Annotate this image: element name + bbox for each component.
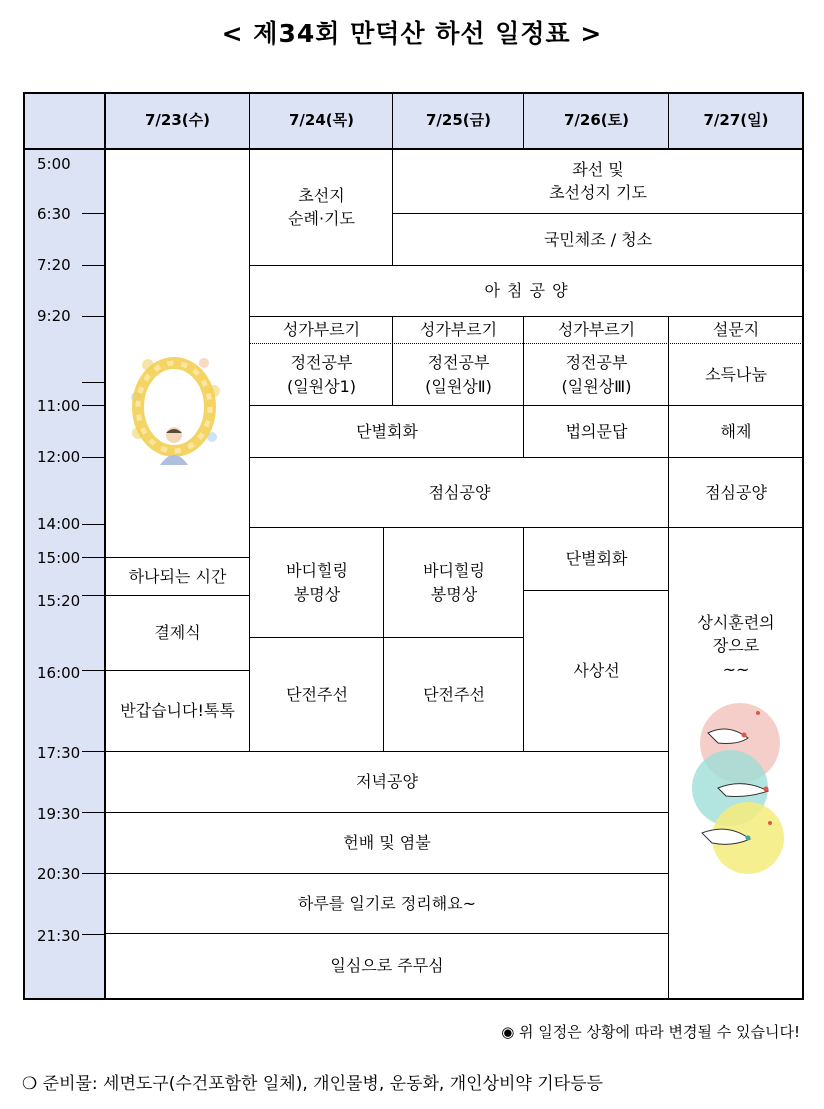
cell-study-2: 정전공부 (일원상Ⅱ) [425, 353, 492, 396]
time-label: 12:00 [37, 448, 81, 466]
cell-lunch-1: 점심공양 [428, 482, 491, 502]
time-tick [82, 934, 105, 935]
grid-line [523, 92, 524, 149]
time-tick [82, 457, 105, 458]
page-title: < 제34회 만덕산 하선 일정표 > [221, 19, 603, 48]
time-label: 16:00 [37, 664, 81, 682]
cell-nice-to-meet: 반갑습니다!톡톡 [120, 701, 235, 721]
time-tick [82, 670, 105, 671]
cell-danjeon-1: 단전주선 [286, 684, 348, 704]
cell-becoming-one: 하나되는 시간 [128, 566, 227, 586]
cell-exercise-cleaning: 국민체조 / 청소 [543, 229, 653, 249]
time-tick [82, 812, 105, 813]
notice-text: ◉ 위 일정은 상황에 따라 변경될 수 있습니다! [501, 1023, 800, 1041]
cell-dharma-qa: 법의문답 [565, 421, 628, 441]
cell-singing-2: 성가부르기 [419, 320, 498, 340]
cell-danjeon-2: 단전주선 [423, 684, 485, 704]
cell-offering: 헌배 및 염불 [343, 833, 431, 853]
time-label: 15:00 [37, 549, 81, 567]
cell-zen-prayer: 좌선 및 초선성지 기도 [549, 159, 647, 202]
grid-line [249, 92, 250, 149]
time-tick [82, 382, 105, 383]
time-label: 6:30 [37, 205, 71, 223]
hands-circles-illustration [688, 693, 796, 883]
time-label: 20:30 [37, 865, 81, 883]
time-tick [82, 405, 105, 406]
time-tick [82, 557, 105, 558]
time-tick [82, 751, 105, 752]
grid-line [392, 92, 393, 149]
time-label: 11:00 [37, 397, 81, 415]
time-label: 5:00 [37, 155, 71, 173]
time-label: 7:20 [37, 256, 71, 274]
time-tick [82, 316, 105, 317]
cell-journal: 하루를 일기로 정리해요~ [297, 893, 477, 913]
cell-body-healing-2: 바디힐링 봉명상 [423, 561, 485, 604]
time-label: 19:30 [37, 805, 81, 823]
time-tick [82, 524, 105, 525]
cell-dinner: 저녁공양 [356, 772, 418, 792]
cell-daily-training: 상시훈련의 장으로 ~~ [697, 613, 775, 679]
time-tick [82, 595, 105, 596]
preparation-list: ❍ 준비물: 세면도구(수건포함한 일체), 개인물병, 운동화, 개인상비약 기타등등 [22, 1074, 603, 1094]
border-left [23, 92, 25, 1000]
time-label: 17:30 [37, 744, 81, 762]
time-label: 21:30 [37, 927, 81, 945]
time-label: 14:00 [37, 515, 81, 533]
cell-lunch-2: 점심공양 [705, 482, 767, 502]
cell-group-talk-1: 단별회화 [356, 421, 418, 441]
cell-survey: 설문지 [712, 320, 760, 340]
time-label: 9:20 [37, 307, 71, 325]
grid-line [668, 92, 669, 149]
cell-group-talk-2: 단별회화 [565, 549, 628, 569]
cell-morning-meal: 아 침 공 양 [484, 281, 569, 301]
flower-wreath-person-illustration [124, 345, 224, 480]
time-tick [82, 265, 105, 266]
header-day-3: 7/25(금) [393, 93, 524, 149]
cell-dismissal: 해제 [720, 421, 752, 441]
time-tick [82, 213, 105, 214]
cell-body-healing-1: 바디힐링 봉명상 [286, 561, 348, 604]
header-day-4: 7/26(토) [524, 93, 669, 149]
time-label: 15:20 [37, 592, 81, 610]
header-day-2: 7/24(목) [250, 93, 393, 149]
border-top [23, 92, 804, 94]
header-corner [24, 93, 105, 149]
border-bottom [23, 998, 804, 1000]
cell-one-mind: 일심으로 주무심 [330, 956, 444, 976]
cell-income-sharing: 소득나눔 [705, 364, 767, 384]
header-day-5: 7/27(일) [669, 93, 803, 149]
cell-singing-1: 성가부르기 [282, 320, 361, 340]
cell-study-3: 정전공부 (일원상Ⅲ) [561, 353, 632, 396]
cell-study-1: 정전공부 (일원상1) [286, 353, 357, 396]
cell-sasangseon: 사상선 [573, 661, 620, 681]
cell-opening: 결제식 [154, 623, 201, 643]
header-day-1: 7/23(수) [105, 93, 250, 149]
cell-choseonji-pilgrimage: 초선지 순례·기도 [288, 185, 355, 228]
cell-singing-3: 성가부르기 [557, 320, 636, 340]
time-tick [82, 873, 105, 874]
